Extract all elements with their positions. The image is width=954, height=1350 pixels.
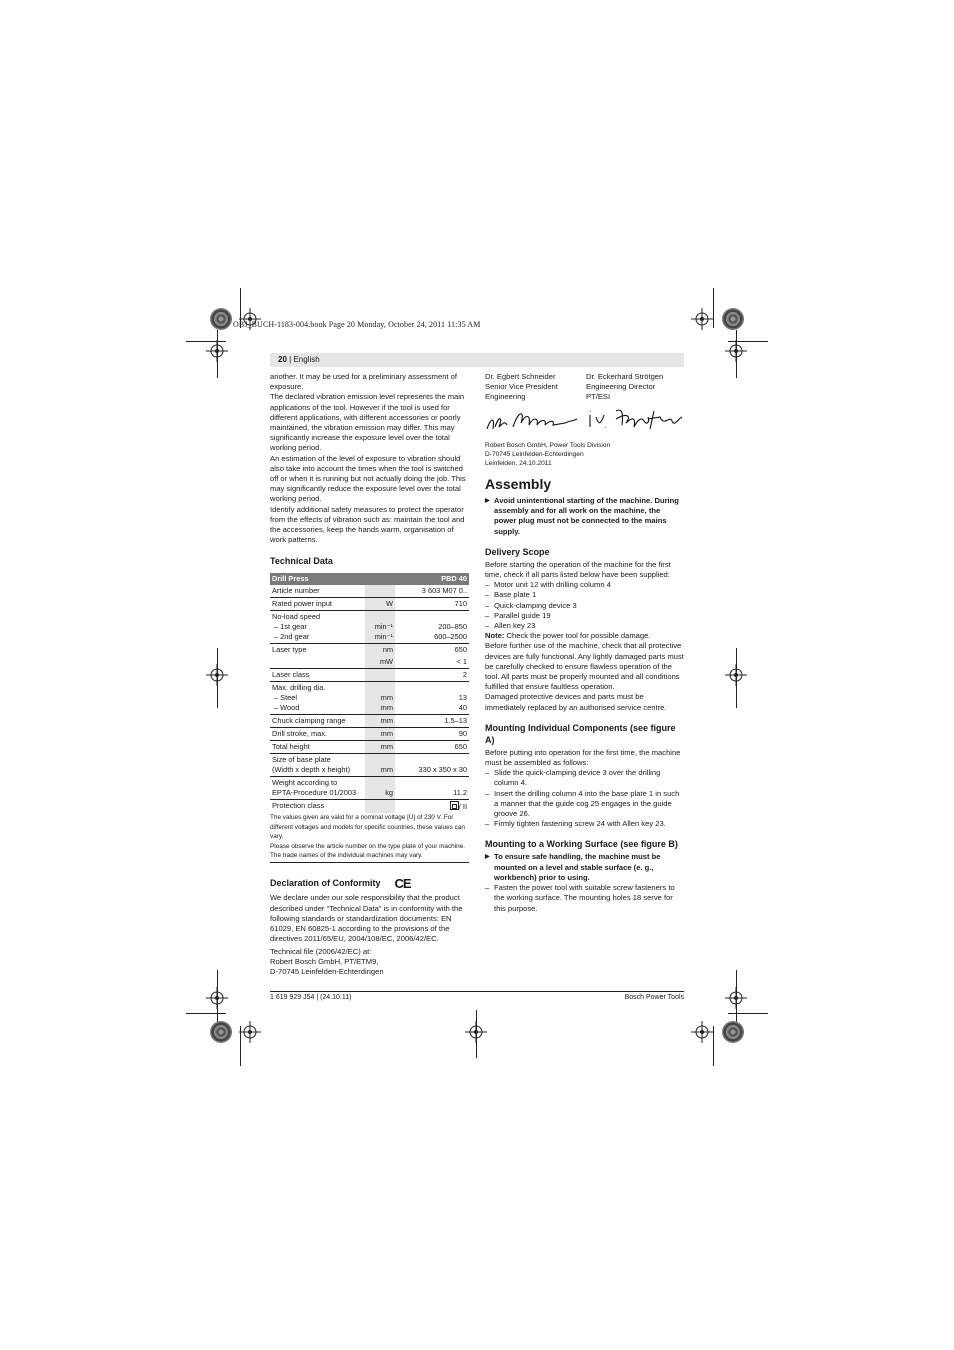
row-unit: W bbox=[365, 598, 395, 611]
row-unit: min⁻¹ min⁻¹ bbox=[365, 611, 395, 644]
registration-mark-icon bbox=[691, 308, 713, 330]
footer-right: Bosch Power Tools bbox=[624, 994, 684, 1001]
registration-mark-icon bbox=[239, 1021, 261, 1043]
table-row bbox=[270, 598, 469, 611]
row-value: 13 40 bbox=[395, 682, 469, 715]
print-header: OBJ_BUCH-1183-004.book Page 20 Monday, October 24, 2011 11:35 AM bbox=[233, 320, 481, 329]
list-item: – Quick-clamping device 3 bbox=[485, 601, 684, 611]
paragraph: Robert Bosch GmbH, PT/ETM9, bbox=[270, 956, 379, 966]
table-header-row bbox=[270, 573, 469, 585]
section-title: Declaration of Conformity CE bbox=[270, 876, 411, 892]
table-row bbox=[270, 669, 469, 682]
table-row bbox=[270, 585, 469, 598]
row-label bbox=[270, 656, 365, 669]
row-value: < 1 bbox=[395, 656, 469, 669]
row-unit: mW bbox=[365, 656, 395, 669]
paragraph: An estimation of the level of exposure to vibration should also take into account the times when the tool is switched off or when it is running but not actually doing the job. This may significantly reduce the exposure level over the total working period. bbox=[270, 453, 466, 504]
mounting-list bbox=[485, 768, 684, 829]
registration-mark-icon bbox=[725, 664, 747, 686]
protection-class-icon bbox=[450, 801, 459, 810]
registration-mark-icon bbox=[725, 987, 747, 1009]
row-value: 200–850 600–2500 bbox=[395, 611, 469, 644]
signer-1: Dr. Egbert Schneider Senior Vice President Engineering bbox=[485, 372, 558, 402]
row-label: Protection class bbox=[272, 801, 325, 811]
table-notes: The values given are valid for a nominal voltage [U] of 230 V. For different voltages and models for specific countries, these values can vary. Please observe the article number on the type plate of your machine. The trade names of the individual machines may vary. bbox=[270, 813, 469, 863]
page-number: 20 bbox=[278, 355, 287, 364]
registration-mark-icon bbox=[206, 664, 228, 686]
row-label: Max. drilling dia. – Steel – Wood bbox=[270, 682, 365, 715]
list-item: – Base plate 1 bbox=[485, 590, 684, 600]
signer-2: Dr. Eckerhard Strötgen Engineering Director PT/ESI bbox=[586, 372, 664, 402]
table-row bbox=[270, 800, 469, 814]
page-header bbox=[270, 353, 684, 367]
signature-image bbox=[586, 405, 684, 435]
warning-item: ▶ To ensure safe handling, the machine must be mounted on a level and stable surface (e. g., workbench) prior to using. bbox=[485, 852, 684, 883]
color-rosette-icon bbox=[722, 1021, 744, 1043]
row-label: Weight according to EPTA-Procedure 01/2003 bbox=[270, 777, 365, 800]
section-title: Mounting Individual Components (see figure A) bbox=[485, 722, 676, 745]
registration-mark-icon bbox=[725, 340, 747, 362]
paragraph: The declared vibration emission level represents the main applications of the tool. However if the tool is used for different applications, with different accessories or poorly maintained, the vibration emission may differ. This may significantly increase the exposure level over the total working period. bbox=[270, 392, 465, 453]
row-unit bbox=[365, 800, 395, 814]
row-unit: mm bbox=[365, 741, 395, 754]
header-separator: | bbox=[286, 355, 294, 364]
table-row bbox=[270, 777, 469, 800]
list-item: – Fasten the power tool with suitable screw fasteners to the working surface. The mounting holes 18 serve for this purpose. bbox=[485, 883, 684, 914]
registration-mark-icon bbox=[206, 987, 228, 1009]
table-header-label: Drill Press bbox=[270, 573, 365, 585]
signatures bbox=[485, 405, 684, 441]
list-item: – Allen key 23 bbox=[485, 621, 684, 631]
table-row bbox=[270, 728, 469, 741]
color-rosette-icon bbox=[210, 1021, 232, 1043]
registration-mark-icon bbox=[691, 1021, 713, 1043]
row-value: 650 bbox=[454, 645, 467, 655]
section-title: Mounting to a Working Surface (see figure B) bbox=[485, 839, 678, 850]
row-unit: nm bbox=[365, 644, 395, 657]
paragraph: Before further use of the machine, check that all protective devices are fully functional. Any lightly damaged parts must be carefully checked to ensure flawless operation of the tool. All parts must be properly mounted and all conditions fulfilled that ensure faultless operation. bbox=[485, 641, 684, 692]
section-title: Delivery Scope bbox=[485, 546, 550, 557]
registration-mark-icon bbox=[206, 340, 228, 362]
row-value: 1.5–13 bbox=[395, 715, 469, 728]
row-unit: mm mm bbox=[365, 682, 395, 715]
signers bbox=[485, 372, 684, 405]
row-value: 330 x 350 x 30 bbox=[395, 754, 469, 777]
footer-rule bbox=[270, 991, 684, 992]
row-value: 2 bbox=[395, 669, 469, 682]
list-item: – Insert the drilling column 4 into the base plate 1 in such a manner that the guide cog 25 engages in the guide groove 26. bbox=[485, 789, 684, 820]
paragraph: Before putting into operation for the first time, the machine must be assembled as follows: bbox=[485, 747, 681, 768]
section-title: Technical Data bbox=[270, 556, 333, 567]
row-unit: mm bbox=[365, 728, 395, 741]
row-label: Drill stroke, max. bbox=[270, 728, 365, 741]
left-column bbox=[270, 372, 469, 977]
row-label: Article number bbox=[270, 585, 365, 598]
list-item: – Firmly tighten fastening screw 24 with Allen key 23. bbox=[485, 819, 684, 829]
list-item: – Parallel guide 19 bbox=[485, 611, 684, 621]
row-value: 650 bbox=[395, 741, 469, 754]
row-label: Size of base plate (Width x depth x height) bbox=[270, 754, 365, 777]
row-unit bbox=[365, 669, 395, 682]
row-unit bbox=[365, 585, 395, 598]
row-label: Laser class bbox=[270, 669, 365, 682]
signature-image bbox=[485, 407, 580, 437]
company-address: Robert Bosch GmbH, Power Tools Division D-70745 Leinfelden-Echterdingen Leinfelden, 24.10.2011 bbox=[485, 442, 611, 467]
delivery-list bbox=[485, 580, 684, 631]
table-header-value: PBD 40 bbox=[395, 573, 469, 585]
table-row bbox=[270, 611, 469, 644]
paragraph: D-70745 Leinfelden-Echterdingen bbox=[270, 966, 384, 976]
registration-mark-icon bbox=[465, 1021, 487, 1043]
row-value: / II bbox=[395, 800, 469, 814]
technical-data-table bbox=[270, 573, 469, 813]
color-rosette-icon bbox=[210, 308, 232, 330]
paragraph: We declare under our sole responsibility that the product described under “Technical Data” is in conformity with the following standards or standardization documents: EN 61029, EN 60825-1 according to the provisions of the directives 2011/65/EU, 2004/108/EC, 2006/42/EC. bbox=[270, 893, 463, 944]
row-label: Chuck clamping range bbox=[270, 715, 365, 728]
row-value: 3 603 M07 0.. bbox=[395, 585, 469, 598]
list-item: – Slide the quick-clamping device 3 over the drilling column 4. bbox=[485, 768, 684, 788]
color-rosette-icon bbox=[722, 308, 744, 330]
table-row bbox=[270, 715, 469, 728]
paragraph: Damaged protective devices and parts must be immediately replaced by an authorised service centre. bbox=[485, 692, 667, 712]
row-value: 90 bbox=[395, 728, 469, 741]
table-row bbox=[270, 682, 469, 715]
row-unit: kg bbox=[365, 777, 395, 800]
header-language: English bbox=[293, 355, 320, 364]
right-column bbox=[485, 372, 684, 914]
row-label: No-load speed – 1st gear – 2nd gear bbox=[270, 611, 365, 644]
table-header-unit bbox=[365, 573, 395, 585]
ce-mark-icon: CE bbox=[394, 876, 411, 892]
warning-item: ▶ Avoid unintentional starting of the machine. During assembly and for all work on the machine, the power plug must not be connected to the mains supply. bbox=[485, 496, 684, 537]
table-row bbox=[270, 644, 469, 657]
table-row bbox=[270, 754, 469, 777]
row-value: 710 bbox=[395, 598, 469, 611]
row-unit: mm bbox=[365, 754, 395, 777]
footer-left: 1 619 929 J54 | (24.10.11) bbox=[270, 994, 352, 1001]
row-unit: mm bbox=[365, 715, 395, 728]
assembly-title: Assembly bbox=[485, 476, 552, 492]
row-value: 11.2 bbox=[395, 777, 469, 800]
row-label: Laser type bbox=[272, 645, 307, 655]
paragraph: another. It may be used for a preliminary assessment of exposure. bbox=[270, 372, 457, 392]
row-label: Total height bbox=[270, 741, 365, 754]
paragraph: Technical file (2006/42/EC) at: bbox=[270, 946, 372, 956]
paragraph: Before starting the operation of the machine for the first time, check if all parts listed below have been supplied: bbox=[485, 559, 671, 580]
row-label: Rated power input bbox=[270, 598, 365, 611]
paragraph: Identify additional safety measures to protect the operator from the effects of vibration such as: maintain the tool and the accessories, keep the hands warm, organisation of work patterns. bbox=[270, 504, 465, 545]
note: Note: Check the power tool for possible damage. bbox=[485, 631, 651, 641]
table-row bbox=[270, 656, 469, 669]
table-row bbox=[270, 741, 469, 754]
list-item: – Motor unit 12 with drilling column 4 bbox=[485, 580, 684, 590]
